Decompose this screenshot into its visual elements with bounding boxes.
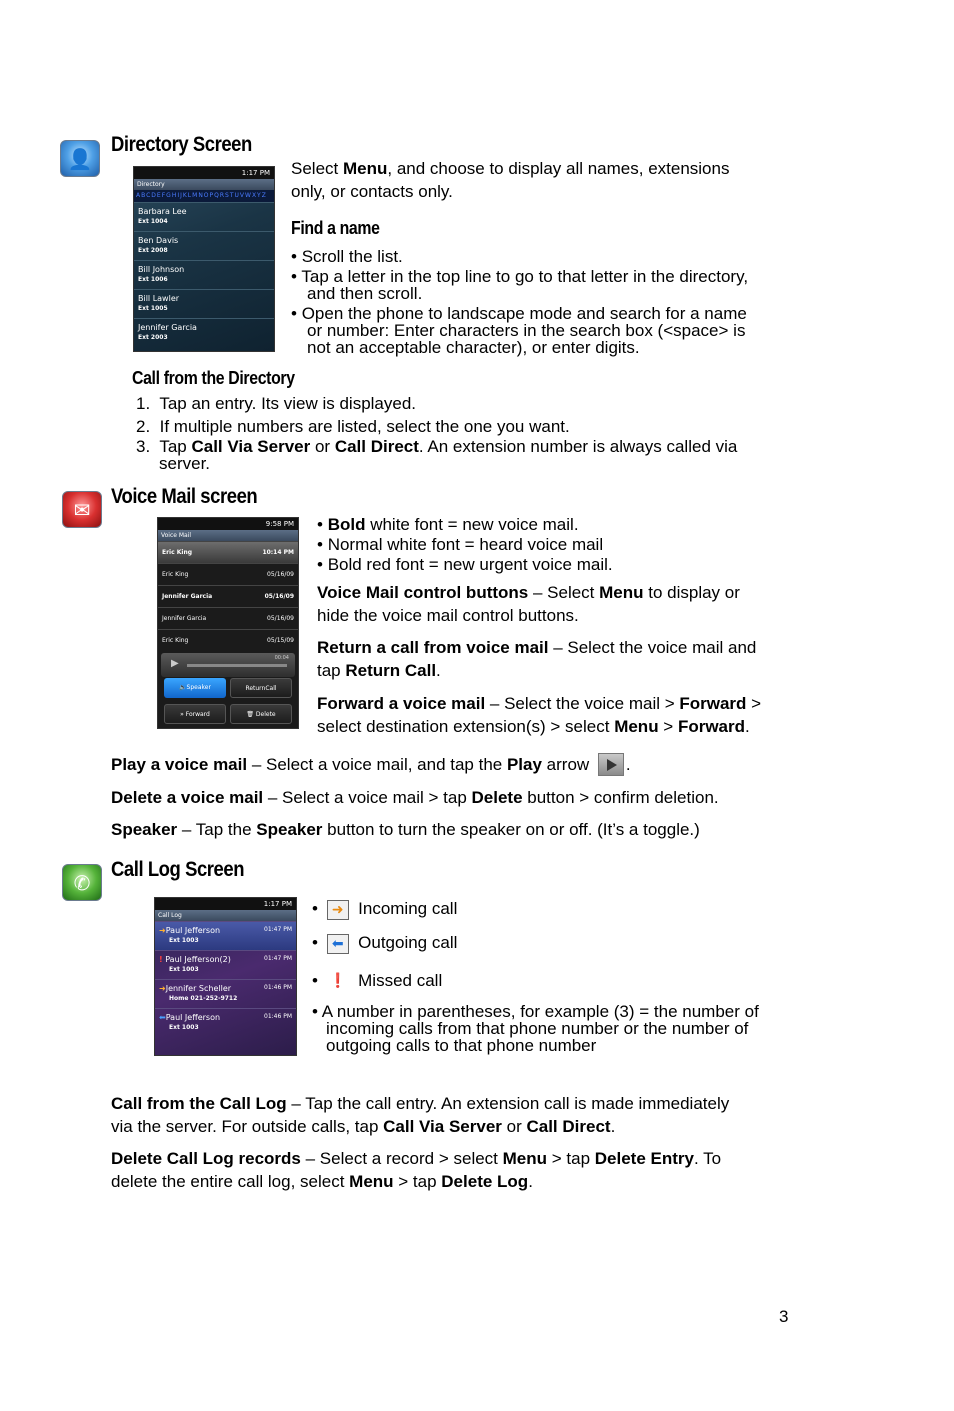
person-icon: 👤 <box>67 146 93 171</box>
voicemail-phone-screenshot <box>157 517 299 729</box>
phone-title: Call Log <box>155 910 296 921</box>
status-bar: 9:58 PM <box>158 518 298 530</box>
list-item[interactable] <box>134 202 274 231</box>
call-steps: 1. Tap an entry. Its view is displayed. 2. If multiple numbers are listed, select the one you want. 3. Tap Call Via Server or Call Direct. An extension number is always called via server. <box>136 394 738 473</box>
list-item[interactable]: ! Paul Jefferson(2) Ext 1003 01:47 PM <box>155 950 296 979</box>
progress-track[interactable] <box>187 664 287 667</box>
list-item[interactable]: ⬅Paul Jefferson Ext 1003 01:46 PM <box>155 1008 296 1037</box>
delete-calllog-text: Delete Call Log records – Select a record > select Menu > tap Delete Entry. To delete the entire call log, select Menu > tap Delete Log. <box>111 1149 722 1191</box>
list-item[interactable]: Jennifer Garcia 05/16/09 <box>158 607 298 629</box>
contact-name: Bill Lawler <box>138 294 180 303</box>
list-item[interactable]: ➜Paul Jefferson Ext 1003 01:47 PM <box>155 921 296 950</box>
alphabet-bar[interactable]: ABCDEFGHIJKLMNOPQRSTUVWXYZ <box>134 190 274 202</box>
page-number: 3 <box>779 1307 789 1326</box>
status-bar: 1:17 PM <box>155 898 296 910</box>
calllog-section-icon <box>62 864 102 901</box>
incoming-call-icon: ➜ <box>327 900 349 920</box>
forward-voicemail-text: Forward a voice mail – Select the voice mail > Forward > select destination extension(s) > select Menu > Forward. <box>317 694 762 736</box>
directory-intro: Select Menu, and choose to display all names, extensions only, or contacts only. <box>291 159 730 201</box>
list-item[interactable] <box>134 318 274 347</box>
contact-name: Jennifer Garcia <box>138 323 197 332</box>
contact-name: Barbara Lee <box>138 207 187 216</box>
outgoing-call-icon: ⬅ <box>327 934 349 954</box>
delete-button[interactable]: 🗑 Delete <box>230 704 292 724</box>
envelope-icon: ✉ <box>73 497 91 522</box>
contact-ext: Ext 2003 <box>138 334 168 341</box>
voicemail-heading: Voice Mail screen <box>111 485 258 508</box>
contact-ext: Ext 1006 <box>138 276 168 283</box>
directory-heading: Directory Screen <box>111 133 252 156</box>
voicemail-section-icon <box>62 491 102 528</box>
contact-ext: Ext 2008 <box>138 247 168 254</box>
directory-phone-screenshot <box>133 166 275 352</box>
calllog-heading: Call Log Screen <box>111 858 245 881</box>
contact-name: Ben Davis <box>138 236 179 245</box>
list-item[interactable]: Eric King 05/16/09 <box>158 563 298 585</box>
forward-button[interactable]: » Forward <box>164 704 226 724</box>
speaker-text: Speaker – Tap the Speaker button to turn the speaker on or off. (It’s a toggle.) <box>111 820 700 839</box>
play-icon[interactable]: ▶ <box>171 658 179 669</box>
speaker-button[interactable]: 🔈Speaker <box>164 678 226 698</box>
delete-voicemail-text: Delete a voice mail – Select a voice mail > tap Delete button > confirm deletion. <box>111 788 719 807</box>
call-from-calllog-text: Call from the Call Log – Tap the call entry. An extension call is made immediately via the server. For outside calls, tap Call Via Server or Call Direct. <box>111 1094 730 1136</box>
call-from-directory-heading: Call from the Directory <box>132 368 295 388</box>
parentheses-note: • A number in parentheses, for example (3) = the number of incoming calls from that phone number or the number of outgoing calls to that phone number <box>312 1002 759 1055</box>
call-type-legend: • ➜ Incoming call • ⬅ Outgoing call • ❗ Missed call <box>312 899 458 990</box>
list-item[interactable]: Eric King 05/15/09 <box>158 629 298 651</box>
phone-title: Voice Mail <box>158 530 298 541</box>
contact-ext: Ext 1005 <box>138 305 168 312</box>
play-voicemail-text: Play a voice mail – Select a voice mail, and tap the Play arrow . <box>111 753 831 777</box>
list-item[interactable] <box>134 231 274 260</box>
voicemail-font-legend: • Bold white font = new voice mail. • Normal white font = heard voice mail • Bold red font = new urgent voice mail. <box>317 515 613 574</box>
directory-section-icon <box>60 140 100 177</box>
list-item[interactable] <box>134 289 274 318</box>
phone-title: Directory <box>134 179 274 190</box>
play-arrow-icon <box>598 753 624 776</box>
return-call-text: Return a call from voice mail – Select the voice mail and tap Return Call. <box>317 638 757 680</box>
list-item[interactable]: ➜Jennifer Scheller Home 021-252-9712 01:46 PM <box>155 979 296 1008</box>
return-call-button[interactable]: ReturnCall <box>230 678 292 698</box>
audio-player[interactable] <box>161 653 295 677</box>
phone-icon: ✆ <box>73 870 91 895</box>
list-item[interactable] <box>134 260 274 289</box>
contact-name: Bill Johnson <box>138 265 185 274</box>
contact-ext: Ext 1004 <box>138 218 168 225</box>
voicemail-control-buttons-text: Voice Mail control buttons – Select Menu to display or hide the voice mail control buttons. <box>317 583 740 625</box>
list-item[interactable]: Eric King 10:14 PM <box>158 541 298 563</box>
find-name-list: • Scroll the list. • Tap a letter in the top line to go to that letter in the directory, and then scroll. • Open the phone to landscape mode and search for a name or number: Enter characters in the search box (<space> is not an acceptable character), or enter digits. <box>291 247 749 357</box>
find-name-heading: Find a name <box>291 218 380 238</box>
progress-time: 00:04 <box>274 655 289 661</box>
missed-call-icon: ❗ <box>327 972 349 992</box>
status-bar: 1:17 PM <box>134 167 274 179</box>
list-item[interactable]: Jennifer Garcia 05/16/09 <box>158 585 298 607</box>
calllog-phone-screenshot <box>154 897 297 1056</box>
